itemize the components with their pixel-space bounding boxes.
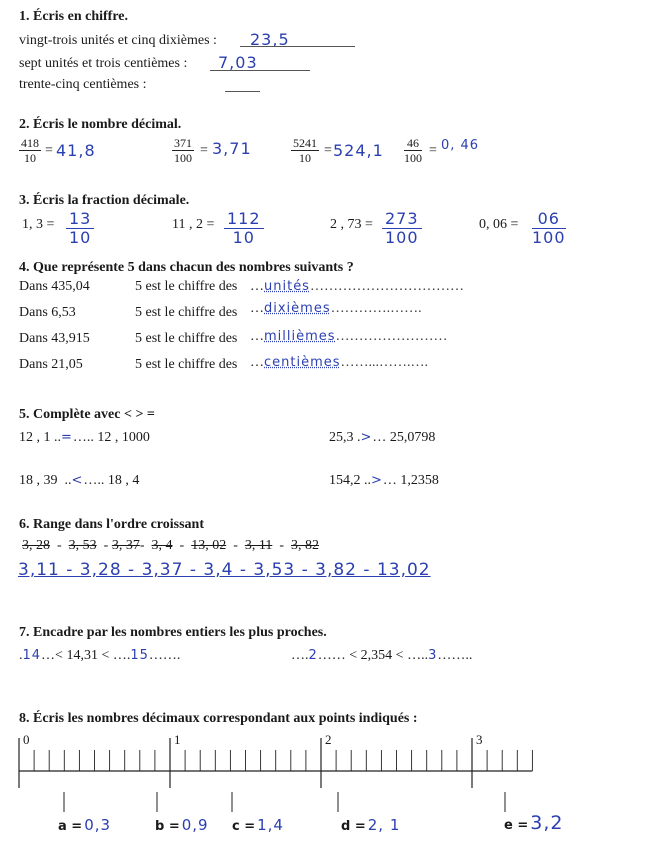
ex1-row3-label: trente-cinq centièmes : bbox=[19, 77, 147, 92]
ex4-row2-answer[interactable]: dixièmes bbox=[264, 301, 331, 316]
point-letter: a = bbox=[58, 819, 83, 834]
ex1-row3-line[interactable] bbox=[225, 91, 260, 92]
ex7-title: 7. Encadre par les nombres entiers les plus proches. bbox=[19, 625, 327, 640]
ex4-row4-prefix: 5 est le chiffre des bbox=[135, 357, 238, 372]
major-tick-label: 1 bbox=[174, 732, 181, 747]
point-value[interactable]: 3,2 bbox=[530, 812, 564, 834]
number-line-labels bbox=[23, 732, 483, 747]
ex6-number-3: 3, 37 bbox=[111, 538, 140, 553]
ex2-eq1: = bbox=[45, 143, 53, 158]
ex1-row2-line bbox=[210, 70, 310, 71]
ex3-answer4[interactable]: $\frac{06}{100}$ bbox=[532, 209, 566, 247]
ex2-answer4[interactable]: 0, 46 bbox=[441, 138, 480, 153]
point-letter: c = bbox=[232, 819, 256, 834]
ex2-eq3: = bbox=[324, 143, 332, 158]
ex5-item1-sign[interactable]: = bbox=[61, 430, 73, 445]
ex4-row1-prefix: 5 est le chiffre des bbox=[135, 279, 238, 294]
ex2-answer1[interactable]: 41,8 bbox=[56, 141, 96, 160]
ex1-row1-line bbox=[240, 46, 355, 47]
ex5-item4-sign[interactable]: > bbox=[371, 473, 383, 488]
major-tick-label: 3 bbox=[476, 732, 483, 747]
ex3-value3: 2 , 73 = bbox=[330, 217, 373, 232]
ex4-row3-dots: …………………… bbox=[335, 329, 448, 344]
ex5-item1: 12 , 1 ..=….. 12 , 1000 bbox=[19, 430, 150, 445]
number-line-pointers bbox=[64, 792, 505, 812]
ex3-value1: 1, 3 = bbox=[22, 217, 55, 232]
major-tick-label: 0 bbox=[23, 732, 30, 747]
ex2-eq4: = bbox=[429, 143, 437, 158]
ex1-row2-answer[interactable]: 7,03 bbox=[218, 53, 258, 72]
ex6-number-5: 13, 02 bbox=[191, 538, 227, 553]
ex2-frac4: $\frac{46}{100}$ bbox=[404, 136, 422, 165]
ex4-row2-answer-wrap[interactable]: …dixièmes………….……. bbox=[250, 301, 422, 316]
ex2-title: 2. Écris le nombre décimal. bbox=[19, 117, 182, 132]
ex7-item1-high[interactable]: 15 bbox=[130, 648, 149, 663]
ex4-row1-dots: …………………………… bbox=[309, 279, 464, 294]
point-value[interactable]: 0,9 bbox=[181, 816, 209, 834]
point-answer-4 bbox=[341, 816, 400, 835]
ex6-number-4: 3, 4 bbox=[151, 538, 173, 553]
point-answer-1 bbox=[58, 816, 111, 835]
ex4-row4-number: Dans 21,05 bbox=[19, 357, 83, 372]
ex4-row3-number: Dans 43,915 bbox=[19, 331, 90, 346]
ex1-row2-label: sept unités et trois centièmes : bbox=[19, 56, 188, 71]
point-value[interactable]: 1,4 bbox=[257, 816, 284, 834]
point-answer-3 bbox=[232, 816, 284, 835]
ex4-row3-answer-wrap[interactable]: …millièmes…………………… bbox=[250, 329, 448, 344]
ex7-item1-low[interactable]: 14 bbox=[22, 648, 42, 663]
ex4-row3-prefix: 5 est le chiffre des bbox=[135, 331, 238, 346]
ex6-title: 6. Range dans l'ordre croissant bbox=[19, 517, 204, 532]
ex3-title: 3. Écris la fraction décimale. bbox=[19, 193, 190, 208]
ex3-value4: 0, 06 = bbox=[479, 217, 519, 232]
ex4-row4-dots: ……...…….…. bbox=[340, 355, 429, 370]
point-letter: b = bbox=[155, 819, 180, 834]
ex3-answer1[interactable]: $\frac{13}{10}$ bbox=[66, 210, 94, 247]
ex2-frac3: $\frac{5241}{10}$ bbox=[293, 136, 317, 165]
number-line-ticks bbox=[19, 738, 532, 788]
ex4-row1-answer-wrap[interactable]: …unités…………………………… bbox=[250, 279, 464, 294]
point-answer-2 bbox=[155, 816, 209, 835]
ex5-item4: 154,2 ..>… 1,2358 bbox=[329, 473, 439, 488]
ex4-row2-prefix: 5 est le chiffre des bbox=[135, 305, 238, 320]
ex3-answer3[interactable]: $\frac{273}{100}$ bbox=[382, 210, 422, 247]
ex4-row1-number: Dans 435,04 bbox=[19, 279, 90, 294]
ex5-title: 5. Complète avec < > = bbox=[19, 407, 155, 422]
ex5-item2: 25,3 .>… 25,0798 bbox=[329, 430, 436, 445]
point-letter: d = bbox=[341, 819, 366, 834]
ex7-item2-high[interactable]: 3 bbox=[428, 648, 438, 663]
point-value[interactable]: 2, 1 bbox=[367, 816, 401, 834]
ex3-answer2[interactable]: $\frac{112}{10}$ bbox=[224, 210, 264, 247]
ex4-row2-dots: ………….……. bbox=[330, 301, 422, 316]
ex7-item2: ….2…… < 2,354 < …..3…….. bbox=[291, 648, 473, 663]
ex7-item1: .14…< 14,31 < ….15……. bbox=[19, 648, 181, 663]
ex8-title: 8. Écris les nombres décimaux correspondant aux points indiqués : bbox=[19, 711, 418, 726]
ex3-value2: 11 , 2 = bbox=[172, 217, 215, 232]
ex5-item3: 18 , 39 ..<….. 18 , 4 bbox=[19, 473, 140, 488]
ex4-row1-answer[interactable]: unités bbox=[264, 279, 310, 294]
ex6-answer[interactable]: 3,11 - 3,28 - 3,37 - 3,4 - 3,53 - 3,82 - 13,02 bbox=[18, 560, 431, 580]
ex2-answer3[interactable]: 524,1 bbox=[333, 141, 384, 160]
ex6-number-2: 3, 53 bbox=[68, 538, 97, 553]
point-value[interactable]: 0,3 bbox=[84, 816, 112, 834]
ex6-numbers: 3, 28 - 3, 53 - 3, 37- 3, 4 - 13, 02 - 3, 11 - 3, 82 bbox=[22, 538, 320, 553]
ex2-frac1: $\frac{418}{10}$ bbox=[21, 136, 39, 165]
ex6-number-7: 3, 82 bbox=[291, 538, 320, 553]
ex2-frac2: $\frac{371}{100}$ bbox=[174, 136, 192, 165]
point-answer-5 bbox=[504, 812, 563, 834]
ex1-title: 1. Écris en chiffre. bbox=[19, 9, 128, 24]
ex6-number-6: 3, 11 bbox=[244, 538, 273, 553]
ex2-eq2: = bbox=[200, 143, 208, 158]
major-tick-label: 2 bbox=[325, 732, 332, 747]
ex7-item2-low[interactable]: 2 bbox=[308, 648, 318, 663]
ex1-row1-answer[interactable]: 23,5 bbox=[250, 30, 290, 49]
ex4-row2-number: Dans 6,53 bbox=[19, 305, 76, 320]
ex4-row4-answer-wrap[interactable]: …centièmes……...…….…. bbox=[250, 355, 429, 370]
ex4-row4-answer[interactable]: centièmes bbox=[264, 355, 341, 370]
ex2-answer2[interactable]: 3,71 bbox=[212, 139, 252, 158]
ex4-title: 4. Que représente 5 dans chacun des nombres suivants ? bbox=[19, 260, 354, 275]
ex5-item3-sign[interactable]: < bbox=[71, 473, 84, 488]
point-letter: e = bbox=[504, 818, 529, 833]
ex5-item2-sign[interactable]: > bbox=[360, 430, 373, 445]
ex6-number-1: 3, 28 bbox=[22, 538, 50, 553]
ex4-row3-answer[interactable]: millièmes bbox=[264, 329, 336, 344]
ex1-row1-label: vingt-trois unités et cinq dixièmes : bbox=[19, 33, 217, 48]
